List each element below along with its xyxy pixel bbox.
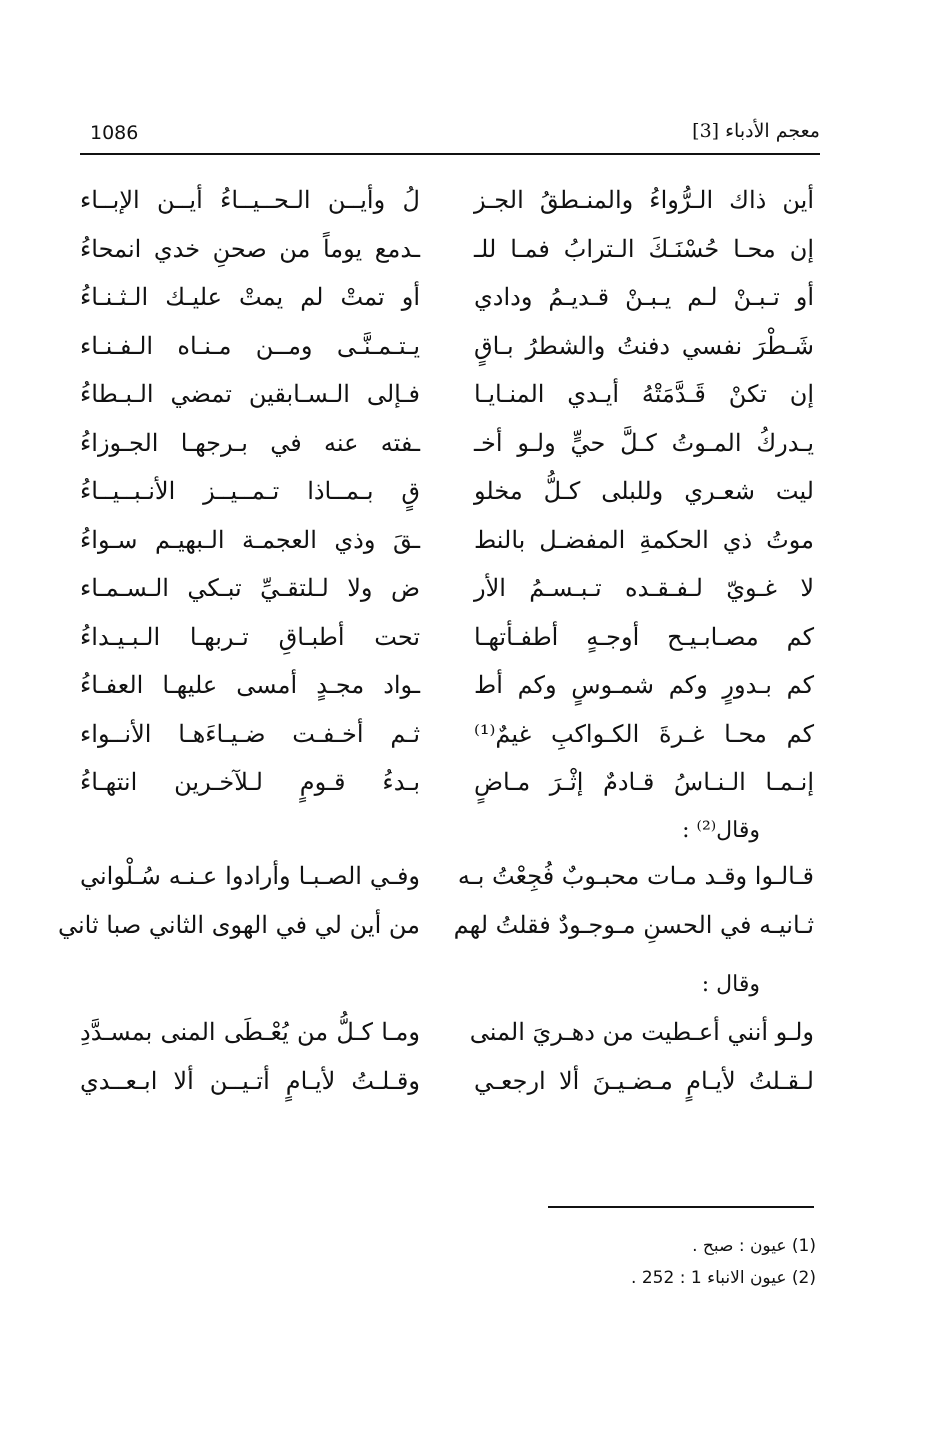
verse-row: [60, 856, 820, 905]
header-rule: [80, 153, 820, 155]
verse-first-hemistich: موتُ ذي الحكمةِ المفضـل بالنط: [474, 525, 814, 554]
verse-first-hemistich: ثـانيـه في الحسنِ مـوجـودٌ فقلتُ لهم: [453, 910, 814, 939]
verse-second-hemistich: ـقَ وذي العجمـة الـبهيـم سـواءُ: [80, 525, 420, 554]
verse-row: [60, 665, 820, 714]
verse-first-hemistich: كم محـا غـرةَ الكـواكبِ غيمٌ⁽¹⁾: [474, 719, 814, 748]
verse-first-hemistich: قـالـوا وقـد مـات محبـوبٌ فُجِعْتُ بـه: [457, 862, 814, 890]
verse-first-hemistich: لا غـويّ لـفـقـده تـبـسـمُ الأر: [474, 574, 814, 602]
poem-intro: وقال⁽²⁾ :: [682, 818, 760, 843]
verse-second-hemistich: يـتـمـنَّـى ومــن مـنـاه الـفـنـاء: [80, 331, 420, 360]
verse-first-hemistich: إنـمـا الـنـاسُ قـادمٌ إثْـرَ مـاضٍ: [474, 768, 814, 796]
verse-second-hemistich: قٍ بـمــاذا تـمــيــز الأنـبــيــاءُ: [80, 477, 420, 505]
verse-row: [60, 905, 820, 954]
poem-3: [60, 1012, 820, 1109]
verse-row: [60, 568, 820, 617]
verse-first-hemistich: أو تـبـنْ لـم يـبـنْ قـديـمُ ودادي: [474, 283, 814, 311]
verse-first-hemistich: ولـو أنني أعـطيت من دهـريَ المنى: [469, 1018, 814, 1046]
verse-second-hemistich: من أين لي في الهوى الثاني صبا ثاني: [58, 910, 420, 939]
verse-second-hemistich: ـدمع يوماً من صحنِ خدي انمحاءُ: [80, 234, 420, 263]
verse-second-hemistich: فـإلى الـسـابقين تمضي الـبـطاءُ: [80, 380, 420, 408]
verse-second-hemistich: ـفته عنه في بـرجهـا الجـوزاءُ: [80, 428, 420, 457]
verse-first-hemistich: أين ذاك الـرُّواءُ والمنـطقُ الجـز: [474, 186, 814, 214]
verse-row: [60, 423, 820, 472]
verse-row: [60, 762, 820, 811]
verse-first-hemistich: كم مصـابـيـح أوجـهٍ أطفـأتهـا: [474, 622, 814, 651]
running-title: معجم الأدباء [3]: [692, 120, 820, 142]
verse-row: [60, 277, 820, 326]
verse-second-hemistich: وفـي الصـبـا وأرادوا عـنـه سُـلْواني: [80, 862, 420, 890]
verse-row: [60, 617, 820, 666]
verse-first-hemistich: ليت شعـري وللبلى كـلُّ مخلو: [474, 477, 814, 505]
poem-2: [60, 856, 820, 953]
verse-first-hemistich: كم بـدورٍ وكم شمـوسٍ وكم أط: [474, 671, 814, 699]
verse-row: [60, 326, 820, 375]
footnote: (1) عيون : صبح .: [692, 1236, 816, 1256]
verse-row: [60, 374, 820, 423]
verse-row: [60, 471, 820, 520]
verse-second-hemistich: ض ولا لـلتقـيِّ تبـكي الـسـمـاء: [80, 574, 420, 602]
verse-second-hemistich: وقـلـتُ لأيـامٍ أتـيــن ألا ابـعــدي: [80, 1066, 420, 1095]
poem-intro: وقال :: [701, 972, 760, 997]
verse-first-hemistich: لـقـلتُ لأيـامٍ مـضـيـنَ ألا ارجعـي: [474, 1066, 814, 1095]
verse-first-hemistich: شَـطْرَ نفسي دفنتُ والشطرُ بـاقٍ: [474, 331, 814, 360]
verse-row: [60, 520, 820, 569]
verse-row: [60, 1061, 820, 1110]
verse-second-hemistich: أو تمتْ لم يمتْ عليـك الـثـنـاءُ: [80, 283, 420, 311]
verse-first-hemistich: إن تكنْ قَـدَّمَتْهُ أيـدي المنـايـا: [474, 380, 814, 408]
verse-first-hemistich: يـدركُ المـوتُ كـلَّ حيٍّ ولـو أخـ: [474, 428, 814, 457]
poem-1: [60, 180, 820, 811]
verse-second-hemistich: تحت أطبـاقِ تـربهـا الـبـيـداءُ: [80, 622, 420, 651]
verse-second-hemistich: ثـم أخـفـت ضـيـاءَهـا الأنــواء: [80, 719, 420, 748]
footnote-rule: [548, 1206, 814, 1208]
verse-second-hemistich: ـواد مجـدٍ أمسى عليهـا العفـاءُ: [80, 671, 420, 699]
verse-first-hemistich: إن محـا حُسْنَـكَ الـترابُ فمـا للـ: [474, 234, 814, 263]
verse-row: [60, 714, 820, 763]
verse-row: [60, 180, 820, 229]
verse-row: [60, 229, 820, 278]
verse-second-hemistich: بـدءُ قـومٍ لـلآخـرين انتهـاءُ: [80, 768, 420, 796]
verse-second-hemistich: ومـا كـلُّ من يُعْـطَى المنى بمسـدَّدِ: [80, 1018, 420, 1046]
page-number: 1086: [90, 122, 139, 144]
verse-row: [60, 1012, 820, 1061]
page-header: [80, 118, 820, 154]
footnote: (2) عيون الانباء 1 : 252 .: [631, 1268, 816, 1288]
verse-second-hemistich: لُ وأيــن الـحــيــاءُ أيــن الإبــاء: [80, 186, 420, 214]
